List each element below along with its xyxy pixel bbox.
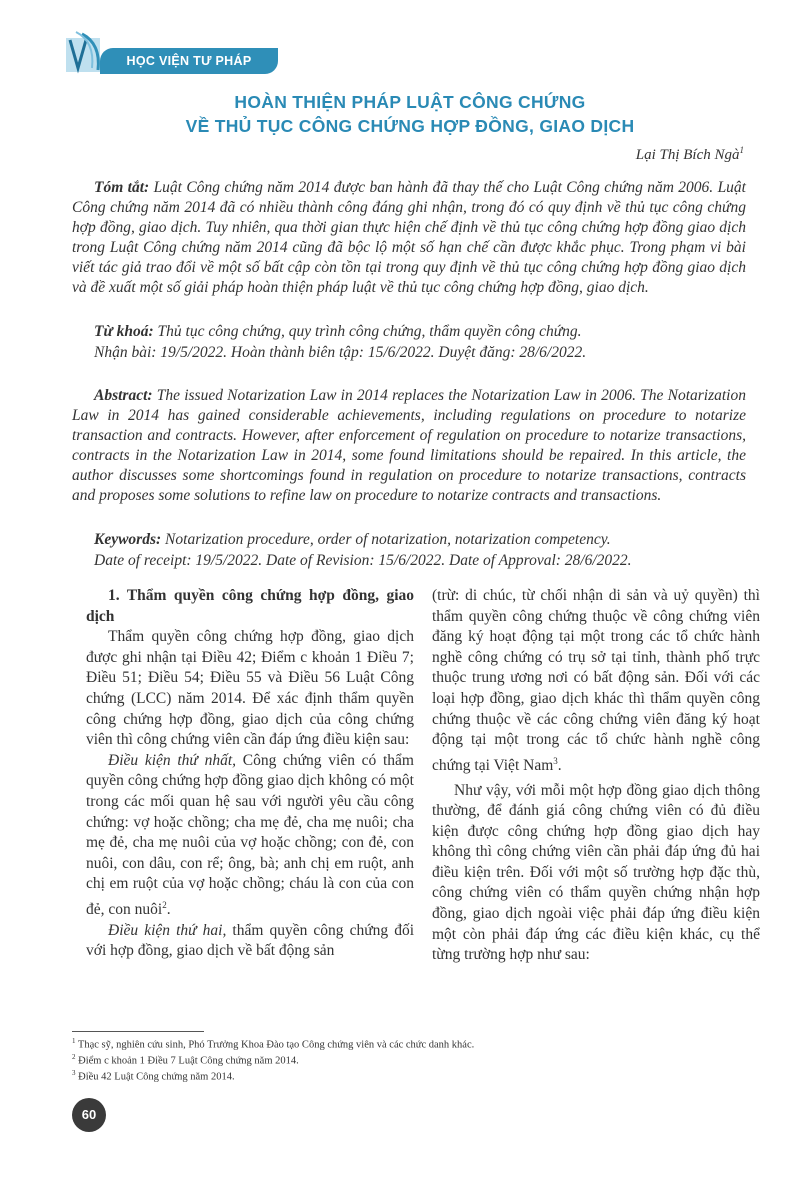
abstract-en-text: The issued Notarization Law in 2014 replaces the Notarization Law in 2006. The Notarization Law in 2014 has gained considerable achievements, including regulations on procedure to notarize transaction and contracts. However, after enforcement of regulation on procedure to notarize transactions, contracts in the Notarization Law in 2014, some found limitations should be repaired. In this article, the author discusses some shortcomings found in regulation on procedure to notarize transactions, contracts and proposes some solutions to refine law on procedure to notarize contracts and transactions. [72, 387, 746, 504]
footnote-divider [72, 1031, 204, 1032]
body-paragraph-1: Thẩm quyền công chứng hợp đồng, giao dịch được ghi nhận tại Điều 42; Điểm c khoản 1 Điều 7; Điều 51; Điều 54; Điều 55 và Điều 56 Luật Công chứng (LCC) năm 2014. Để xác định thẩm quyền công chứng hợp đồng, giao dịch của công chứng viên thì công chứng viên cần đáp ứng điều kiện sau: [86, 628, 414, 749]
keywords-vi-label: Từ khoá: [94, 323, 154, 340]
condition-one-lead: Điều kiện thứ nhất, [108, 751, 237, 769]
footnote-text: Điểm c khoản 1 Điều 7 Luật Công chứng năm 2014. [75, 1055, 299, 1067]
body-paragraph-4 [432, 586, 760, 777]
period: . [557, 756, 562, 774]
footnote-mark: 3 [72, 1069, 76, 1077]
footnote-mark: 2 [72, 1053, 76, 1061]
footnote-ref-3: 3 [553, 755, 558, 766]
keywords-en-label: Keywords: [94, 531, 162, 548]
abstract-vi-label: Tóm tắt: [94, 179, 150, 196]
body-column-right [432, 586, 760, 966]
keywords-vi-text: Thủ tục công chứng, quy trình công chứng, thẩm quyền công chứng. [153, 323, 582, 340]
footnote-1 [72, 1037, 474, 1051]
condition-one-text: Công chứng viên có thẩm quyền công chứng hợp đồng giao dịch không có một trong các mối quan hệ sau với người yêu cầu công chứng: vợ hoặc chồng; cha mẹ đẻ, cha mẹ nuôi; cha mẹ đẻ, cha mẹ nuôi của vợ hoặc chồng; con đẻ, con nuôi, con dâu, con rể; ông, bà; anh chị em ruột, anh chị em ruột của vợ hoặc chồng; cháu là con của con đẻ, con nuôi [86, 751, 414, 919]
condition-two-text: thẩm quyền công chứng đối với hợp đồng, giao dịch về bất động sản [86, 921, 415, 960]
academy-logo-icon [64, 30, 104, 74]
footnote-3 [72, 1069, 235, 1083]
period: . [166, 901, 171, 919]
footnote-text: Thạc sỹ, nghiên cứu sinh, Phó Trưởng Khoa Đào tạo Công chứng viên và các chức danh khác. [75, 1039, 475, 1051]
body-column-left [86, 586, 414, 962]
keywords-en [94, 530, 746, 550]
body-paragraph-2 [86, 751, 414, 921]
footnote-2 [72, 1053, 299, 1067]
body-paragraph-3 [86, 921, 414, 962]
abstract-vi [72, 178, 746, 298]
keywords-vi [94, 322, 746, 342]
footnote-mark: 1 [72, 1037, 76, 1045]
footnote-ref-2: 2 [162, 899, 167, 910]
article-title-line-1: HOÀN THIỆN PHÁP LUẬT CÔNG CHỨNG [234, 92, 586, 112]
author-name: Lại Thị Bích Ngà [635, 147, 740, 163]
author-note-mark: 1 [739, 145, 744, 155]
author [636, 145, 744, 164]
abstract-vi-text: Luật Công chứng năm 2014 được ban hành đã thay thế cho Luật Công chứng năm 2006. Luật Công chứng năm 2014 đã có nhiều thành công đáng ghi nhận, trong đó có quy định về thủ tục công chứng hợp đồng, giao dịch. Tuy nhiên, qua thời gian thực hiện chế định về thủ tục công chứng hợp đồng giao dịch trong Luật Công chứng năm 2014 cũng đã bộc lộ một số hạn chế cần được khắc phục. Trong phạm vi bài viết tác giả trao đổi về một số bất cập còn tồn tại trong quy định về thủ tục công chứng hợp đồng giao dịch và đề xuất một số giải pháp hoàn thiện pháp luật về thủ tục công chứng hợp đồng, giao dịch. [72, 179, 746, 296]
section-banner: HỌC VIỆN TƯ PHÁP [100, 48, 278, 74]
footnote-text: Điều 42 Luật Công chứng năm 2014. [75, 1071, 235, 1083]
continued-text: (trừ: di chúc, từ chối nhận di sản và uỷ quyền) thì thẩm quyền công chứng thuộc về công chứng viên đăng ký hoạt động tại một trong các tổ chức hành nghề công chứng có trụ sở tại tỉnh, thành phố trực thuộc trung ương nơi có bất động sản. Đối với các loại hợp đồng, giao dịch khác thì thẩm quyền công chứng thuộc về các công chứng viên đăng ký hoạt động tại một trong các tổ chức hành nghề công chứng tại Việt Nam [432, 587, 760, 774]
body-paragraph-5: Như vậy, với mỗi một hợp đồng giao dịch thông thường, để đánh giá công chứng viên có đủ điều kiện được công chứng hợp đồng giao dịch hay không thì công chứng viên cần phải đáp ứng đủ hai điều kiện trên. Đối với một số trường hợp đặc thù, công chứng viên có thẩm quyền chứng nhận hợp đồng, giao dịch ngoài việc phải đáp ứng điều kiện một còn phải đáp ứng các điều kiện khác, cụ thể từng trường hợp như sau: [432, 781, 760, 964]
dates-en: Date of receipt: 19/5/2022. Date of Revision: 15/6/2022. Date of Approval: 28/6/2022. [94, 552, 632, 569]
section-heading: 1. Thẩm quyền công chứng hợp đồng, giao dịch [86, 587, 414, 625]
abstract-en [72, 386, 746, 506]
condition-two-lead: Điều kiện thứ hai, [108, 921, 227, 939]
page-number: 60 [72, 1098, 106, 1132]
abstract-en-label: Abstract: [94, 387, 153, 404]
keywords-en-text: Notarization procedure, order of notarization, notarization competency. [161, 531, 611, 548]
article-title-line-2: VỀ THỦ TỤC CÔNG CHỨNG HỢP ĐỒNG, GIAO DỊCH [185, 116, 635, 136]
dates-vi: Nhận bài: 19/5/2022. Hoàn thành biên tập: 15/6/2022. Duyệt đăng: 28/6/2022. [94, 344, 587, 361]
